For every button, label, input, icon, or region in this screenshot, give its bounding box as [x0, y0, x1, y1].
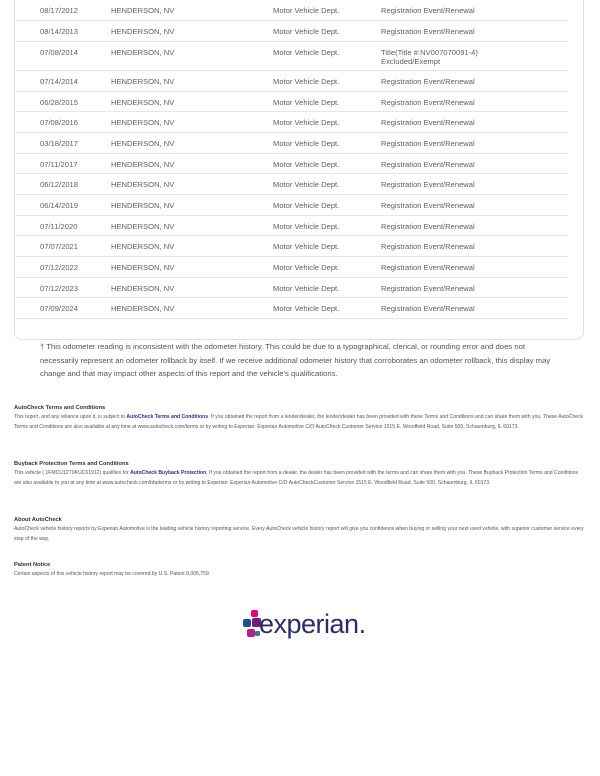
row-date: 07/08/2014	[16, 41, 111, 70]
row-source: Motor Vehicle Dept.	[273, 153, 381, 174]
row-location: HENDERSON, NV	[111, 236, 273, 257]
history-row	[16, 21, 568, 42]
history-table	[16, 0, 568, 319]
row-source: Motor Vehicle Dept.	[273, 41, 381, 70]
history-row	[16, 41, 568, 70]
row-source: Motor Vehicle Dept.	[273, 195, 381, 216]
row-date: 07/07/2021	[16, 236, 111, 257]
row-date: 08/14/2013	[16, 21, 111, 42]
history-row	[16, 153, 568, 174]
row-detail: Registration Event/Renewal	[381, 215, 568, 236]
about-heading: About AutoCheck	[14, 517, 62, 523]
row-detail: Registration Event/Renewal	[381, 174, 568, 195]
about-section	[14, 516, 586, 545]
row-detail: Registration Event/Renewal	[381, 195, 568, 216]
history-row	[16, 112, 568, 133]
history-row	[16, 70, 568, 91]
row-date: 08/17/2012	[16, 0, 111, 21]
terms-text: This report, and any reliance upon it, is subject to AutoCheck Terms and Conditions. If you obtained the report from a lender/dealer, the lender/dealer has been provided with these Terms and Conditions and can share them with you. These AutoCheck Terms and Conditions are also available at any time at www.autocheck.com/terms or by writing to Experian: Experian Automotive C/O AutoCheck Customer Service 1515 E. Woodfield Road, Suite 500, Schaumburg, IL 60173.	[14, 414, 584, 430]
row-date: 07/09/2024	[16, 298, 111, 319]
row-detail: Registration Event/Renewal	[381, 277, 568, 298]
row-date: 03/18/2017	[16, 132, 111, 153]
row-source: Motor Vehicle Dept.	[273, 215, 381, 236]
row-date: 07/14/2014	[16, 70, 111, 91]
odometer-footnote: † This odometer reading is inconsistent with the odometer history. This could be due to a typographical, clerical, or rounding error and does not necessarily represent an odometer rollback by itself. If we receive additional odometer history that corroborates an odometer rollback, this display may change and that may impact other aspects of this report and the vehicle's qualifications.	[40, 342, 551, 378]
row-location: HENDERSON, NV	[111, 215, 273, 236]
row-date: 07/12/2023	[16, 277, 111, 298]
row-location: HENDERSON, NV	[111, 91, 273, 112]
patent-heading: Patent Notice	[14, 562, 51, 568]
history-row	[16, 0, 568, 21]
buyback-heading: Buyback Protection Terms and Conditions	[14, 461, 129, 467]
row-source: Motor Vehicle Dept.	[273, 0, 381, 21]
buyback-section	[14, 460, 586, 489]
row-detail: Registration Event/Renewal	[381, 132, 568, 153]
row-source: Motor Vehicle Dept.	[273, 132, 381, 153]
row-location: HENDERSON, NV	[111, 112, 273, 133]
row-detail: Registration Event/Renewal	[381, 112, 568, 133]
row-source: Motor Vehicle Dept.	[273, 257, 381, 278]
row-location: HENDERSON, NV	[111, 298, 273, 319]
history-row	[16, 174, 568, 195]
row-source: Motor Vehicle Dept.	[273, 277, 381, 298]
experian-logo	[242, 607, 372, 653]
row-detail: Registration Event/Renewal	[381, 21, 568, 42]
row-source: Motor Vehicle Dept.	[273, 236, 381, 257]
history-row	[16, 236, 568, 257]
terms-link[interactable]: AutoCheck Terms and Conditions	[126, 414, 209, 420]
row-detail: Registration Event/Renewal	[381, 70, 568, 91]
patent-section	[14, 561, 586, 580]
row-location: HENDERSON, NV	[111, 41, 273, 70]
history-row	[16, 277, 568, 298]
buyback-link[interactable]: AutoCheck Buyback Protection	[130, 470, 207, 476]
history-row	[16, 257, 568, 278]
row-location: HENDERSON, NV	[111, 153, 273, 174]
row-source: Motor Vehicle Dept.	[273, 91, 381, 112]
about-text: AutoCheck vehicle history reports by Experian Automotive is the leading vehicle history reporting service. Every AutoCheck vehicle history report will give you confidence when buying or selling your next used vehicle, with superior customer service every step of the way.	[14, 526, 584, 542]
row-source: Motor Vehicle Dept.	[273, 174, 381, 195]
row-date: 06/12/2018	[16, 174, 111, 195]
row-detail: Registration Event/Renewal	[381, 153, 568, 174]
row-location: HENDERSON, NV	[111, 132, 273, 153]
row-date: 06/14/2019	[16, 195, 111, 216]
row-detail: Registration Event/Renewal	[381, 236, 568, 257]
history-row	[16, 91, 568, 112]
experian-wordmark: experian.	[259, 609, 366, 639]
row-date: 06/28/2015	[16, 91, 111, 112]
row-date: 07/11/2017	[16, 153, 111, 174]
row-source: Motor Vehicle Dept.	[273, 70, 381, 91]
row-location: HENDERSON, NV	[111, 174, 273, 195]
row-location: HENDERSON, NV	[111, 0, 273, 21]
row-detail: Registration Event/Renewal	[381, 298, 568, 319]
terms-heading: AutoCheck Terms and Conditions	[14, 405, 106, 411]
row-source: Motor Vehicle Dept.	[273, 112, 381, 133]
patent-text: Certain aspects of this vehicle history report may be covered by U.S. Patent 8,005,759.	[14, 571, 211, 577]
row-location: HENDERSON, NV	[111, 257, 273, 278]
history-row	[16, 298, 568, 319]
buyback-text: This vehicle ( 1FMCU12T0KUC61912) qualifies for AutoCheck Buyback Protection. If you obtained the report from a dealer, the dealer has been provided with the terms and can share them with you. These Buyback Protection Terms and Conditions are also available to you at any time at www.autocheck.com/bbpterms or by writing to Experian: Experian Automotive C/O AutoCheckCustomer Service 1515 E. Woodfield Road, Suite 500, Schaumburg, IL 60173.	[14, 470, 579, 486]
history-row	[16, 195, 568, 216]
row-detail: Registration Event/Renewal	[381, 257, 568, 278]
history-row	[16, 132, 568, 153]
row-location: HENDERSON, NV	[111, 277, 273, 298]
row-detail: Registration Event/Renewal	[381, 0, 568, 21]
row-date: 07/12/2022	[16, 257, 111, 278]
row-source: Motor Vehicle Dept.	[273, 298, 381, 319]
row-location: HENDERSON, NV	[111, 195, 273, 216]
row-date: 07/08/2016	[16, 112, 111, 133]
history-row	[16, 215, 568, 236]
row-detail: Title(Title #:NV007070091-4) Excluded/Exempt	[381, 41, 568, 70]
row-date: 07/11/2020	[16, 215, 111, 236]
terms-section	[14, 404, 586, 433]
row-source: Motor Vehicle Dept.	[273, 21, 381, 42]
row-location: HENDERSON, NV	[111, 21, 273, 42]
row-location: HENDERSON, NV	[111, 70, 273, 91]
row-detail: Registration Event/Renewal	[381, 91, 568, 112]
